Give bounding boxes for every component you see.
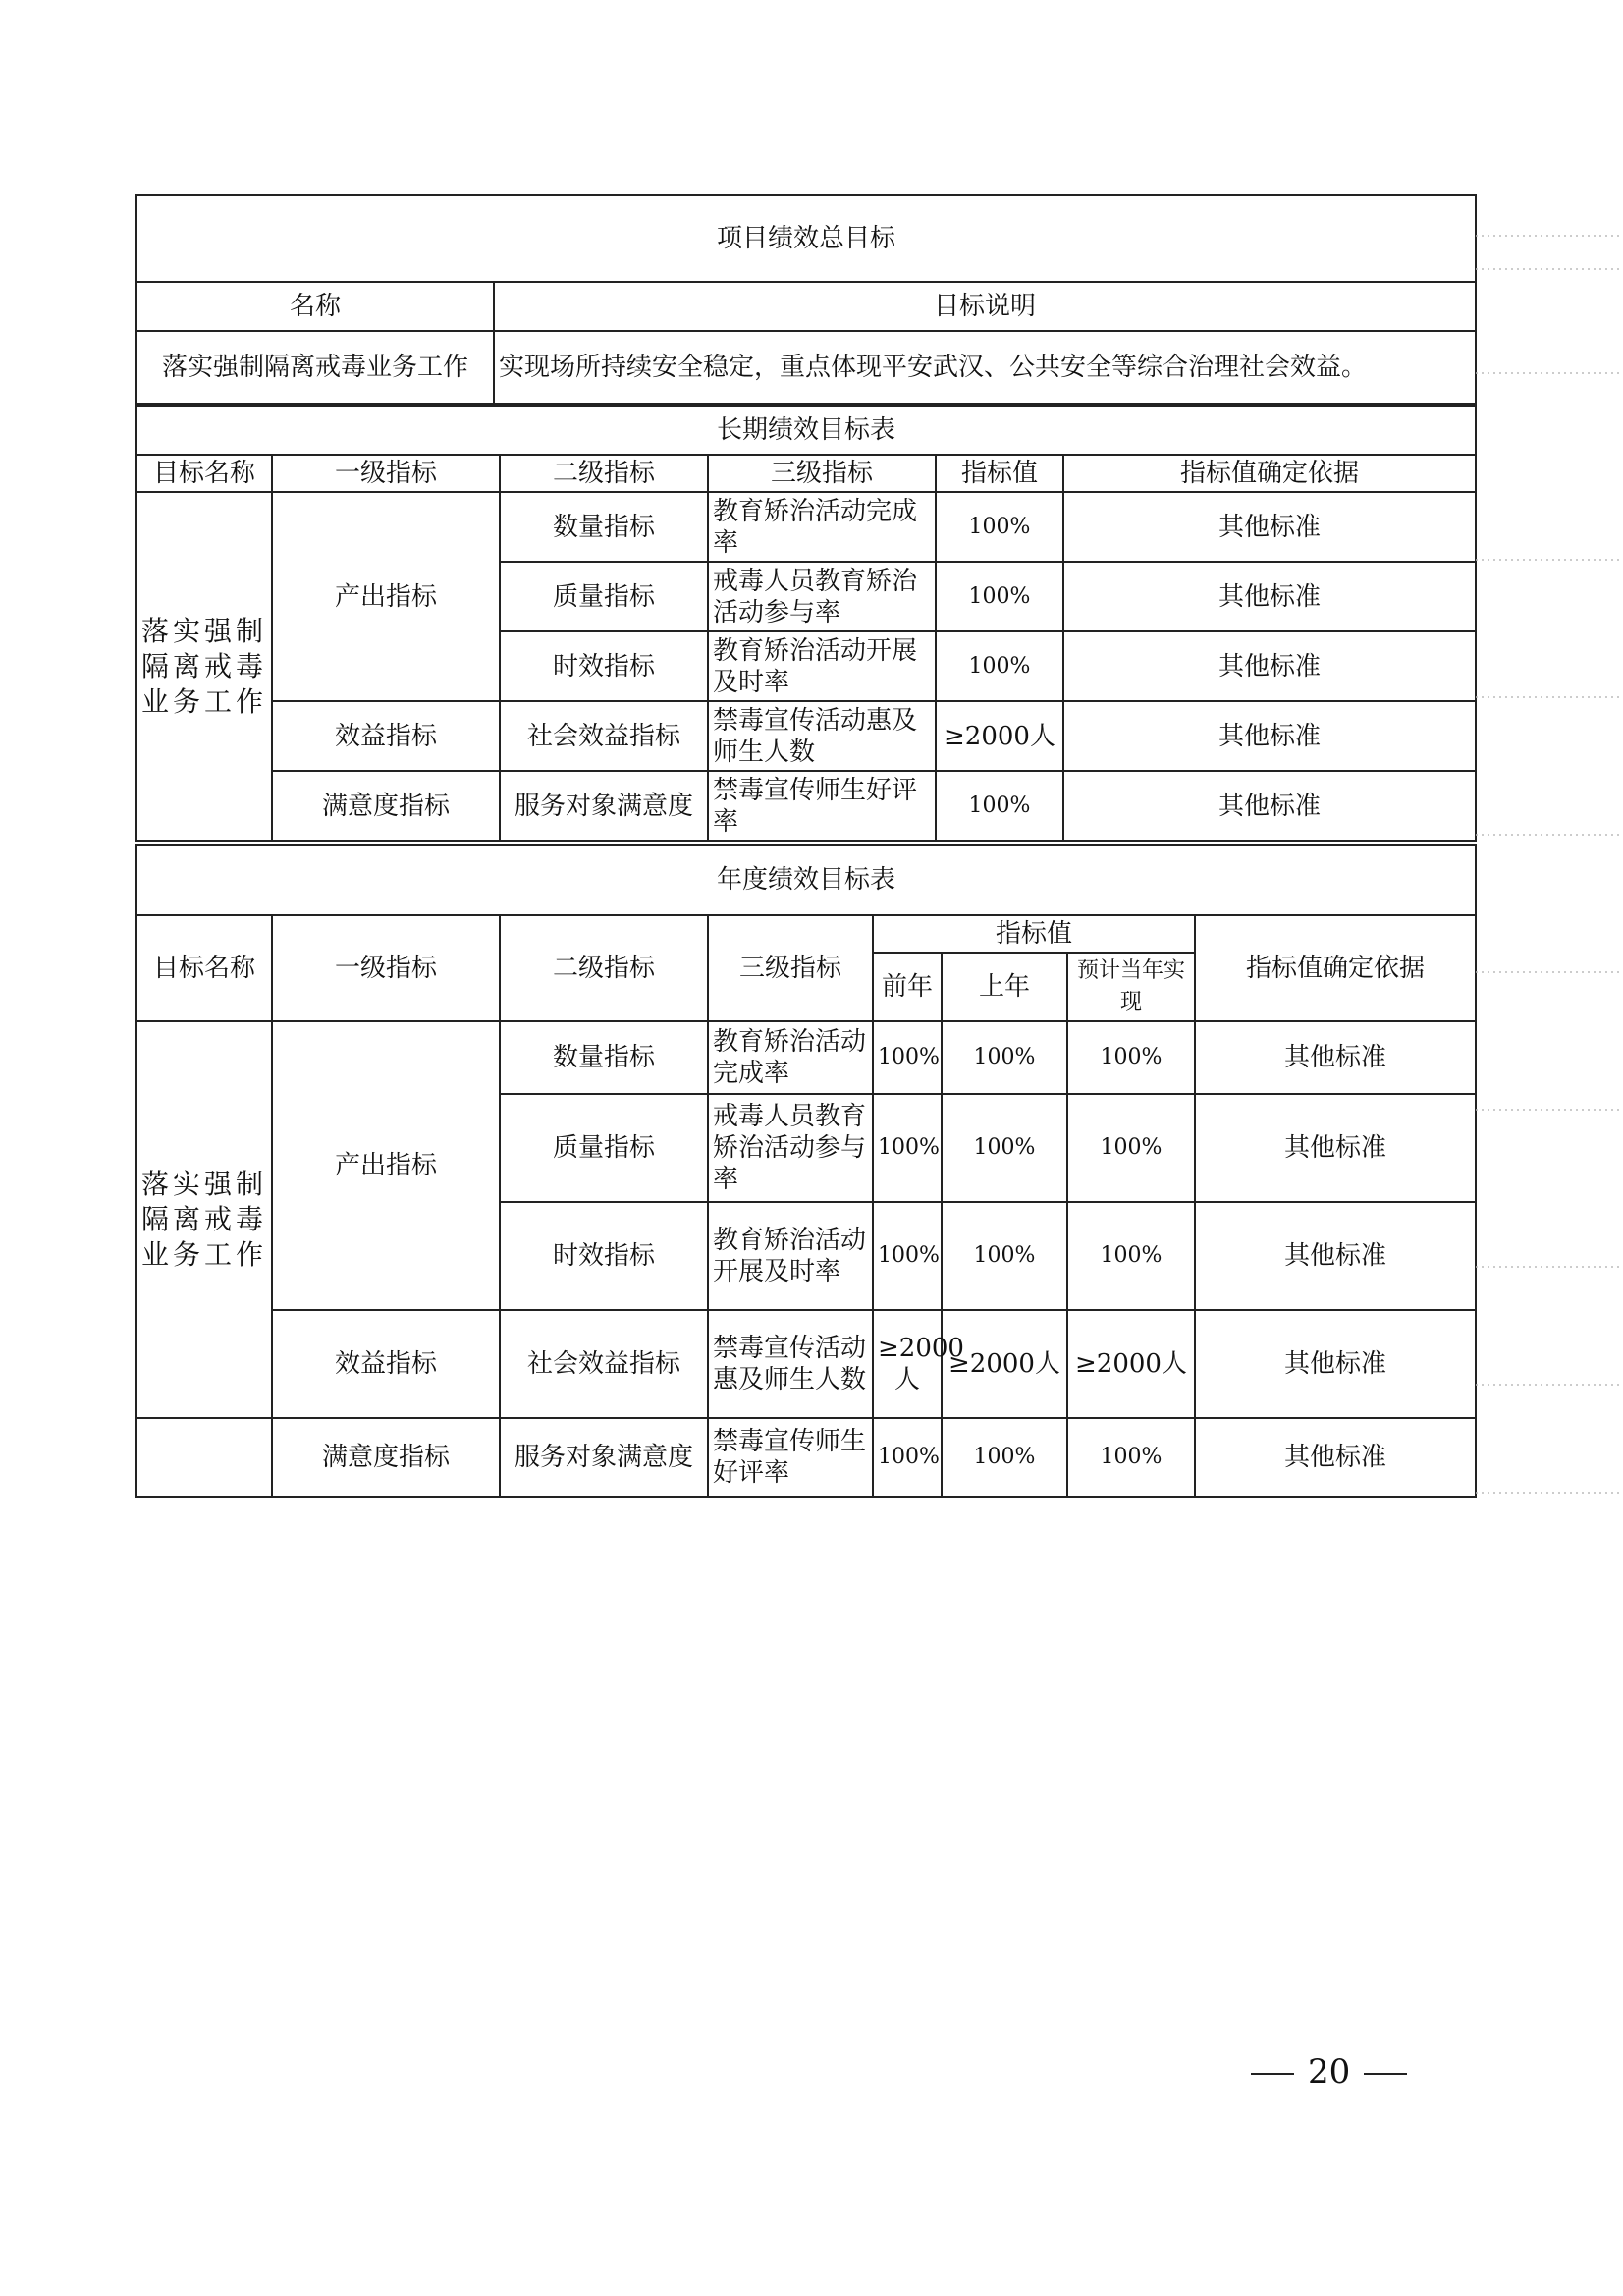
long-header-level3: 三级指标: [708, 455, 936, 492]
annual-prev1: 100%: [942, 1202, 1067, 1310]
annual-level3: 教育矫治活动开展及时率: [708, 1202, 873, 1310]
long-level2: 质量指标: [500, 562, 708, 631]
annual-level3: 禁毒宣传师生好评率: [708, 1418, 873, 1497]
long-target-name: 落实强制隔离戒毒业务工作: [136, 492, 272, 841]
annual-prev1: ≥2000人: [942, 1310, 1067, 1418]
page-number: [1237, 2052, 1421, 2092]
annual-level3: 教育矫治活动完成率: [708, 1021, 873, 1094]
annual-header-level1: 一级指标: [272, 915, 500, 1021]
long-header-level1: 一级指标: [272, 455, 500, 492]
annual-satisfaction-label: 满意度指标: [272, 1418, 500, 1497]
annual-header-value: 指标值: [873, 915, 1195, 953]
annual-benefit-label: 效益指标: [272, 1310, 500, 1418]
long-basis: 其他标准: [1063, 562, 1476, 631]
annual-header-expected: 预计当年实现: [1067, 953, 1195, 1021]
annual-target-name: 落实强制隔离戒毒业务工作: [136, 1021, 272, 1418]
annual-prev1: 100%: [942, 1094, 1067, 1202]
annual-table: [135, 844, 1477, 1498]
annual-level2: 数量指标: [500, 1021, 708, 1094]
annual-level2: 服务对象满意度: [500, 1418, 708, 1497]
long-output-label: 产出指标: [272, 492, 500, 701]
long-value: 100%: [936, 631, 1063, 701]
long-basis: 其他标准: [1063, 492, 1476, 562]
annual-prev2: 100%: [873, 1021, 942, 1094]
long-level3: 禁毒宣传活动惠及师生人数: [708, 701, 936, 771]
table-row: [136, 701, 1476, 771]
long-header-value: 指标值: [936, 455, 1063, 492]
page-number-text: 20: [1308, 2052, 1351, 2092]
annual-level3: 戒毒人员教育矫治活动参与率: [708, 1094, 873, 1202]
annual-target-blank: [136, 1418, 272, 1497]
page-number-dash-right: [1364, 2073, 1407, 2075]
long-header-target: 目标名称: [136, 455, 272, 492]
summary-desc: 实现场所持续安全稳定，重点体现平安武汉、公共安全等综合治理社会效益。: [494, 331, 1476, 404]
annual-basis: 其他标准: [1195, 1094, 1476, 1202]
annual-title: 年度绩效目标表: [136, 845, 1476, 915]
annual-basis: 其他标准: [1195, 1310, 1476, 1418]
long-value: 100%: [936, 562, 1063, 631]
long-value: ≥2000人: [936, 701, 1063, 771]
summary-table: [135, 194, 1477, 405]
annual-expected: 100%: [1067, 1021, 1195, 1094]
long-level3: 教育矫治活动完成率: [708, 492, 936, 562]
annual-level2: 时效指标: [500, 1202, 708, 1310]
summary-col-desc: 目标说明: [494, 282, 1476, 331]
annual-header-level2: 二级指标: [500, 915, 708, 1021]
long-benefit-label: 效益指标: [272, 701, 500, 771]
annual-level2: 社会效益指标: [500, 1310, 708, 1418]
long-level2: 数量指标: [500, 492, 708, 562]
annual-header-prev2: 前年: [873, 953, 942, 1021]
table-row: [136, 1310, 1476, 1418]
annual-expected: ≥2000人: [1067, 1310, 1195, 1418]
long-value: 100%: [936, 492, 1063, 562]
long-value: 100%: [936, 771, 1063, 841]
annual-output-label: 产出指标: [272, 1021, 500, 1310]
long-term-table: [135, 405, 1477, 842]
annual-prev1: 100%: [942, 1021, 1067, 1094]
long-level2: 社会效益指标: [500, 701, 708, 771]
long-basis: 其他标准: [1063, 771, 1476, 841]
long-basis: 其他标准: [1063, 701, 1476, 771]
long-term-title: 长期绩效目标表: [136, 406, 1476, 455]
annual-prev2: ≥2000人: [873, 1310, 942, 1418]
annual-expected: 100%: [1067, 1202, 1195, 1310]
annual-basis: 其他标准: [1195, 1021, 1476, 1094]
long-level3: 禁毒宣传师生好评率: [708, 771, 936, 841]
annual-header-prev1: 上年: [942, 953, 1067, 1021]
annual-basis: 其他标准: [1195, 1202, 1476, 1310]
long-header-level2: 二级指标: [500, 455, 708, 492]
annual-header-level3: 三级指标: [708, 915, 873, 1021]
margin-dot-decoration: [1476, 226, 1623, 1522]
long-basis: 其他标准: [1063, 631, 1476, 701]
annual-prev2: 100%: [873, 1202, 942, 1310]
summary-title: 项目绩效总目标: [136, 195, 1476, 282]
annual-header-basis: 指标值确定依据: [1195, 915, 1476, 1021]
table-row: [136, 771, 1476, 841]
long-level3: 教育矫治活动开展及时率: [708, 631, 936, 701]
annual-expected: 100%: [1067, 1094, 1195, 1202]
annual-level2: 质量指标: [500, 1094, 708, 1202]
summary-name: 落实强制隔离戒毒业务工作: [136, 331, 494, 404]
annual-level3: 禁毒宣传活动惠及师生人数: [708, 1310, 873, 1418]
table-row: [136, 1021, 1476, 1094]
annual-basis: 其他标准: [1195, 1418, 1476, 1497]
table-row: [136, 1418, 1476, 1497]
long-level2: 时效指标: [500, 631, 708, 701]
annual-header-target: 目标名称: [136, 915, 272, 1021]
long-satisfaction-label: 满意度指标: [272, 771, 500, 841]
annual-expected: 100%: [1067, 1418, 1195, 1497]
long-level2: 服务对象满意度: [500, 771, 708, 841]
annual-prev2: 100%: [873, 1418, 942, 1497]
table-row: [136, 492, 1476, 562]
summary-col-name: 名称: [136, 282, 494, 331]
annual-prev1: 100%: [942, 1418, 1067, 1497]
long-level3: 戒毒人员教育矫治活动参与率: [708, 562, 936, 631]
page-number-dash-left: [1251, 2073, 1294, 2075]
long-header-basis: 指标值确定依据: [1063, 455, 1476, 492]
annual-prev2: 100%: [873, 1094, 942, 1202]
